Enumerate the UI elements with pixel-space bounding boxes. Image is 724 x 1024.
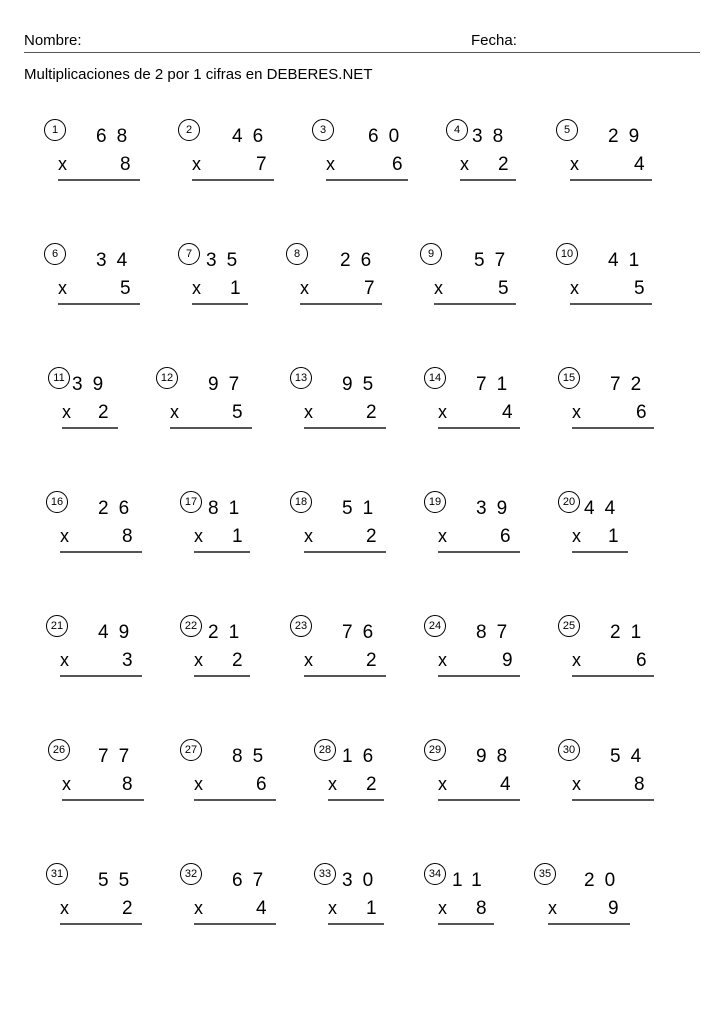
- times-sign: x: [58, 154, 67, 174]
- problem-number-badge: 29: [424, 739, 446, 761]
- answer-line: [328, 799, 384, 801]
- problem-number-badge: 33: [314, 863, 336, 885]
- answer-line: [438, 551, 520, 553]
- answer-line: [328, 923, 384, 925]
- problem-10: [556, 243, 658, 307]
- multiplicand: 57: [474, 250, 516, 271]
- times-sign: x: [434, 278, 443, 298]
- times-sign: x: [328, 898, 337, 918]
- answer-line: [60, 675, 142, 677]
- multiplicand: 87: [476, 622, 518, 643]
- problem-number-badge: 35: [534, 863, 556, 885]
- multiplicand: 44: [584, 498, 626, 519]
- problem-number-badge: 27: [180, 739, 202, 761]
- times-sign: x: [58, 278, 67, 298]
- multiplier: 1: [232, 526, 243, 547]
- multiplicand: 72: [610, 374, 652, 395]
- answer-line: [460, 179, 516, 181]
- problem-21: [46, 615, 148, 679]
- problem-9: [420, 243, 522, 307]
- multiplicand: 34: [96, 250, 138, 271]
- times-sign: x: [438, 650, 447, 670]
- multiplier: 4: [256, 898, 267, 919]
- problem-number-badge: 22: [180, 615, 202, 637]
- problem-29: [424, 739, 526, 803]
- multiplicand: 95: [342, 374, 384, 395]
- multiplier: 1: [608, 526, 619, 547]
- problem-14: [424, 367, 526, 431]
- times-sign: x: [170, 402, 179, 422]
- multiplier: 8: [120, 154, 131, 175]
- problem-number-badge: 1: [44, 119, 66, 141]
- answer-line: [60, 551, 142, 553]
- problem-8: [286, 243, 388, 307]
- problem-27: [180, 739, 282, 803]
- problem-number-badge: 20: [558, 491, 580, 513]
- problem-number-badge: 4: [446, 119, 468, 141]
- times-sign: x: [62, 402, 71, 422]
- multiplicand: 26: [98, 498, 140, 519]
- problem-11: [48, 367, 124, 431]
- problem-number-badge: 3: [312, 119, 334, 141]
- times-sign: x: [572, 526, 581, 546]
- multiplier: 6: [636, 402, 647, 423]
- answer-line: [326, 179, 408, 181]
- problem-number-badge: 5: [556, 119, 578, 141]
- times-sign: x: [460, 154, 469, 174]
- problem-number-badge: 2: [178, 119, 200, 141]
- answer-line: [434, 303, 516, 305]
- problem-4: [446, 119, 522, 183]
- multiplier: 2: [366, 526, 377, 547]
- multiplicand: 21: [610, 622, 652, 643]
- problem-number-badge: 7: [178, 243, 200, 265]
- multiplier: 6: [392, 154, 403, 175]
- problem-number-badge: 34: [424, 863, 446, 885]
- answer-line: [572, 675, 654, 677]
- multiplier: 5: [120, 278, 131, 299]
- multiplier: 2: [366, 774, 377, 795]
- answer-line: [62, 799, 144, 801]
- problem-26: [48, 739, 150, 803]
- multiplicand: 85: [232, 746, 274, 767]
- problem-25: [558, 615, 660, 679]
- answer-line: [570, 179, 652, 181]
- times-sign: x: [192, 154, 201, 174]
- problem-23: [290, 615, 392, 679]
- times-sign: x: [62, 774, 71, 794]
- answer-line: [304, 427, 386, 429]
- multiplier: 6: [500, 526, 511, 547]
- answer-line: [58, 179, 140, 181]
- multiplier: 2: [232, 650, 243, 671]
- problem-3: [312, 119, 414, 183]
- multiplier: 5: [498, 278, 509, 299]
- multiplier: 4: [502, 402, 513, 423]
- times-sign: x: [328, 774, 337, 794]
- problem-22: [180, 615, 256, 679]
- times-sign: x: [438, 898, 447, 918]
- multiplier: 6: [256, 774, 267, 795]
- problem-17: [180, 491, 256, 555]
- multiplier: 4: [634, 154, 645, 175]
- multiplicand: 39: [72, 374, 114, 395]
- problem-16: [46, 491, 148, 555]
- answer-line: [62, 427, 118, 429]
- answer-line: [170, 427, 252, 429]
- times-sign: x: [438, 402, 447, 422]
- problem-35: [534, 863, 636, 927]
- times-sign: x: [572, 650, 581, 670]
- multiplicand: 77: [98, 746, 140, 767]
- answer-line: [438, 675, 520, 677]
- times-sign: x: [304, 402, 313, 422]
- multiplicand: 21: [208, 622, 250, 643]
- multiplicand: 35: [206, 250, 248, 271]
- multiplicand: 41: [608, 250, 650, 271]
- multiplier: 9: [608, 898, 619, 919]
- times-sign: x: [60, 898, 69, 918]
- times-sign: x: [194, 898, 203, 918]
- multiplicand: 46: [232, 126, 274, 147]
- problem-13: [290, 367, 392, 431]
- date-label: Fecha:: [471, 32, 517, 49]
- problem-number-badge: 16: [46, 491, 68, 513]
- problem-15: [558, 367, 660, 431]
- problem-number-badge: 24: [424, 615, 446, 637]
- problem-number-badge: 23: [290, 615, 312, 637]
- multiplier: 5: [634, 278, 645, 299]
- times-sign: x: [548, 898, 557, 918]
- multiplicand: 30: [342, 870, 384, 891]
- answer-line: [60, 923, 142, 925]
- problem-number-badge: 32: [180, 863, 202, 885]
- worksheet-title: Multiplicaciones de 2 por 1 cifras en DEBERES.NET: [24, 66, 373, 83]
- answer-line: [192, 303, 248, 305]
- problem-1: [44, 119, 146, 183]
- problem-number-badge: 19: [424, 491, 446, 513]
- problem-5: [556, 119, 658, 183]
- problem-28: [314, 739, 390, 803]
- multiplier: 8: [476, 898, 487, 919]
- multiplier: 2: [498, 154, 509, 175]
- problem-31: [46, 863, 148, 927]
- multiplicand: 67: [232, 870, 274, 891]
- answer-line: [572, 427, 654, 429]
- times-sign: x: [438, 774, 447, 794]
- multiplicand: 11: [452, 870, 492, 891]
- answer-line: [572, 799, 654, 801]
- problem-number-badge: 11: [48, 367, 70, 389]
- times-sign: x: [300, 278, 309, 298]
- multiplicand: 39: [476, 498, 518, 519]
- times-sign: x: [572, 774, 581, 794]
- problem-number-badge: 12: [156, 367, 178, 389]
- multiplier: 9: [502, 650, 513, 671]
- problem-34: [424, 863, 500, 927]
- multiplier: 2: [366, 650, 377, 671]
- problem-2: [178, 119, 280, 183]
- problem-32: [180, 863, 282, 927]
- multiplier: 8: [634, 774, 645, 795]
- problem-number-badge: 8: [286, 243, 308, 265]
- multiplier: 1: [230, 278, 241, 299]
- multiplier: 2: [98, 402, 109, 423]
- multiplicand: 76: [342, 622, 384, 643]
- name-label: Nombre:: [24, 32, 82, 49]
- times-sign: x: [438, 526, 447, 546]
- answer-line: [572, 551, 628, 553]
- problem-number-badge: 6: [44, 243, 66, 265]
- problem-19: [424, 491, 526, 555]
- answer-line: [548, 923, 630, 925]
- problem-20: [558, 491, 634, 555]
- times-sign: x: [572, 402, 581, 422]
- problem-33: [314, 863, 390, 927]
- problem-number-badge: 26: [48, 739, 70, 761]
- times-sign: x: [304, 526, 313, 546]
- multiplicand: 68: [96, 126, 138, 147]
- times-sign: x: [570, 154, 579, 174]
- problem-number-badge: 30: [558, 739, 580, 761]
- multiplier: 1: [366, 898, 377, 919]
- multiplicand: 29: [608, 126, 650, 147]
- answer-line: [192, 179, 274, 181]
- times-sign: x: [60, 650, 69, 670]
- problem-number-badge: 31: [46, 863, 68, 885]
- answer-line: [438, 427, 520, 429]
- problem-12: [156, 367, 258, 431]
- problem-number-badge: 13: [290, 367, 312, 389]
- multiplicand: 71: [476, 374, 518, 395]
- header-line: [24, 30, 700, 53]
- answer-line: [194, 551, 250, 553]
- multiplicand: 20: [584, 870, 626, 891]
- problem-number-badge: 18: [290, 491, 312, 513]
- answer-line: [570, 303, 652, 305]
- problem-number-badge: 25: [558, 615, 580, 637]
- problem-30: [558, 739, 660, 803]
- problem-24: [424, 615, 526, 679]
- answer-line: [438, 923, 494, 925]
- multiplier: 8: [122, 774, 133, 795]
- answer-line: [194, 675, 250, 677]
- multiplicand: 97: [208, 374, 250, 395]
- multiplicand: 16: [342, 746, 384, 767]
- multiplicand: 51: [342, 498, 384, 519]
- times-sign: x: [194, 774, 203, 794]
- times-sign: x: [192, 278, 201, 298]
- multiplier: 5: [232, 402, 243, 423]
- multiplicand: 38: [472, 126, 514, 147]
- problem-number-badge: 10: [556, 243, 578, 265]
- multiplier: 7: [256, 154, 267, 175]
- answer-line: [194, 923, 276, 925]
- multiplier: 7: [364, 278, 375, 299]
- problem-6: [44, 243, 146, 307]
- times-sign: x: [194, 650, 203, 670]
- multiplicand: 55: [98, 870, 140, 891]
- answer-line: [194, 799, 276, 801]
- times-sign: x: [326, 154, 335, 174]
- multiplier: 8: [122, 526, 133, 547]
- multiplicand: 26: [340, 250, 382, 271]
- times-sign: x: [570, 278, 579, 298]
- multiplier: 2: [122, 898, 133, 919]
- multiplicand: 98: [476, 746, 518, 767]
- problem-number-badge: 9: [420, 243, 442, 265]
- times-sign: x: [304, 650, 313, 670]
- problem-number-badge: 14: [424, 367, 446, 389]
- multiplicand: 49: [98, 622, 140, 643]
- multiplicand: 81: [208, 498, 250, 519]
- answer-line: [304, 675, 386, 677]
- problem-number-badge: 15: [558, 367, 580, 389]
- answer-line: [300, 303, 382, 305]
- problem-number-badge: 17: [180, 491, 202, 513]
- multiplicand: 54: [610, 746, 652, 767]
- times-sign: x: [60, 526, 69, 546]
- multiplicand: 60: [368, 126, 410, 147]
- multiplier: 3: [122, 650, 133, 671]
- problem-18: [290, 491, 392, 555]
- multiplier: 4: [500, 774, 511, 795]
- multiplier: 2: [366, 402, 377, 423]
- answer-line: [304, 551, 386, 553]
- problem-number-badge: 28: [314, 739, 336, 761]
- answer-line: [438, 799, 520, 801]
- multiplier: 6: [636, 650, 647, 671]
- times-sign: x: [194, 526, 203, 546]
- problem-number-badge: 21: [46, 615, 68, 637]
- problem-7: [178, 243, 254, 307]
- answer-line: [58, 303, 140, 305]
